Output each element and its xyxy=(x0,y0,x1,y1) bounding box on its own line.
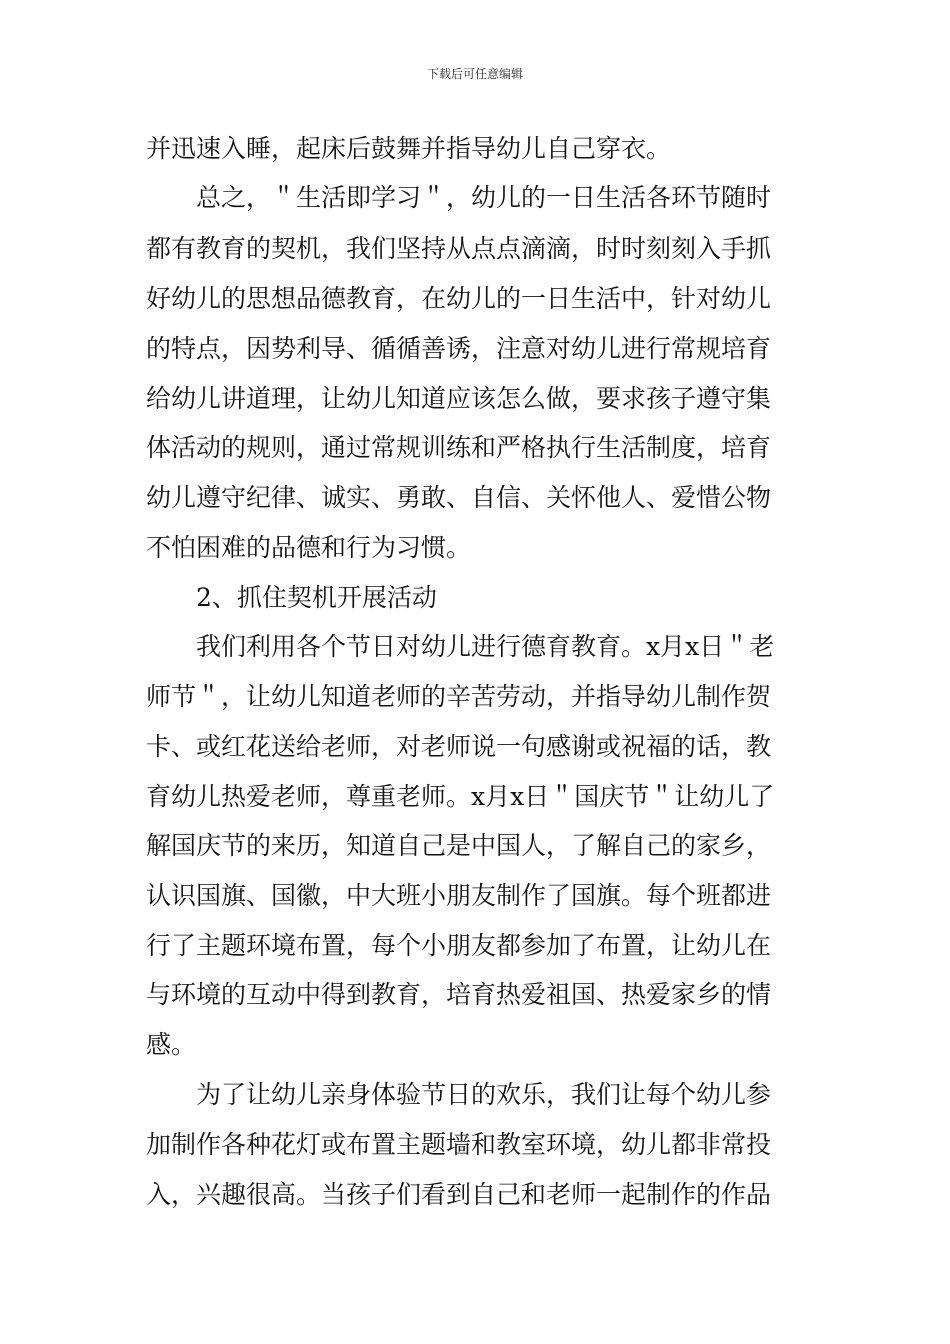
text-line: 与环境的互动中得到教育，培育热爱祖国、热爱家乡的情 xyxy=(146,980,772,1009)
text-line: 加制作各种花灯或布置主题墙和教室环境，幼儿都非常投 xyxy=(146,1130,772,1159)
text-line: 都有教育的契机，我们坚持从点点滴滴，时时刻刻入手抓 xyxy=(146,234,772,263)
text-line: 体活动的规则，通过常规训练和严格执行生活制度，培育 xyxy=(146,433,772,462)
text-line: 感。 xyxy=(146,1030,197,1059)
text-line: 入，兴趣很高。当孩子们看到自己和老师一起制作的作品 xyxy=(146,1180,772,1209)
text-line: 师节＂，让幼儿知道老师的辛苦劳动，并指导幼儿制作贺 xyxy=(146,682,772,711)
section-heading: 2、抓住契机开展活动 xyxy=(196,583,437,612)
text-line: 的特点，因势利导、循循善诱，注意对幼儿进行常规培育 xyxy=(146,334,772,363)
text-line: 行了主题环境布置，每个小朋友都参加了布置，让幼儿在 xyxy=(146,931,772,960)
paragraph-start-line: 为了让幼儿亲身体验节日的欢乐，我们让每个幼儿参 xyxy=(196,1080,772,1109)
paragraph-start-line: 我们利用各个节日对幼儿进行德育教育。x月x日＂老 xyxy=(196,632,775,661)
text-line: 幼儿遵守纪律、诚实、勇敢、自信、关怀他人、爱惜公物 xyxy=(146,483,772,512)
text-line: 并迅速入睡，起床后鼓舞并指导幼儿自己穿衣。 xyxy=(146,134,672,163)
text-line: 认识国旗、国徽，中大班小朋友制作了国旗。每个班都进 xyxy=(146,881,772,910)
paragraph-start-line: 总之，＂生活即学习＂，幼儿的一日生活各环节随时 xyxy=(196,183,772,212)
page-header: 下载后可任意编辑 xyxy=(426,67,523,81)
text-line: 解国庆节的来历，知道自己是中国人，了解自己的家乡， xyxy=(146,831,772,860)
text-line: 不怕困难的品德和行为习惯。 xyxy=(146,533,472,562)
text-line: 卡、或红花送给老师，对老师说一句感谢或祝福的话，教 xyxy=(146,732,772,761)
text-line: 给幼儿讲道理，让幼儿知道应该怎么做，要求孩子遵守集 xyxy=(146,384,772,413)
text-line: 育幼儿热爱老师，尊重老师。x月x日＂国庆节＂让幼儿了 xyxy=(146,782,775,811)
text-line: 好幼儿的思想品德教育，在幼儿的一日生活中，针对幼儿 xyxy=(146,284,772,313)
